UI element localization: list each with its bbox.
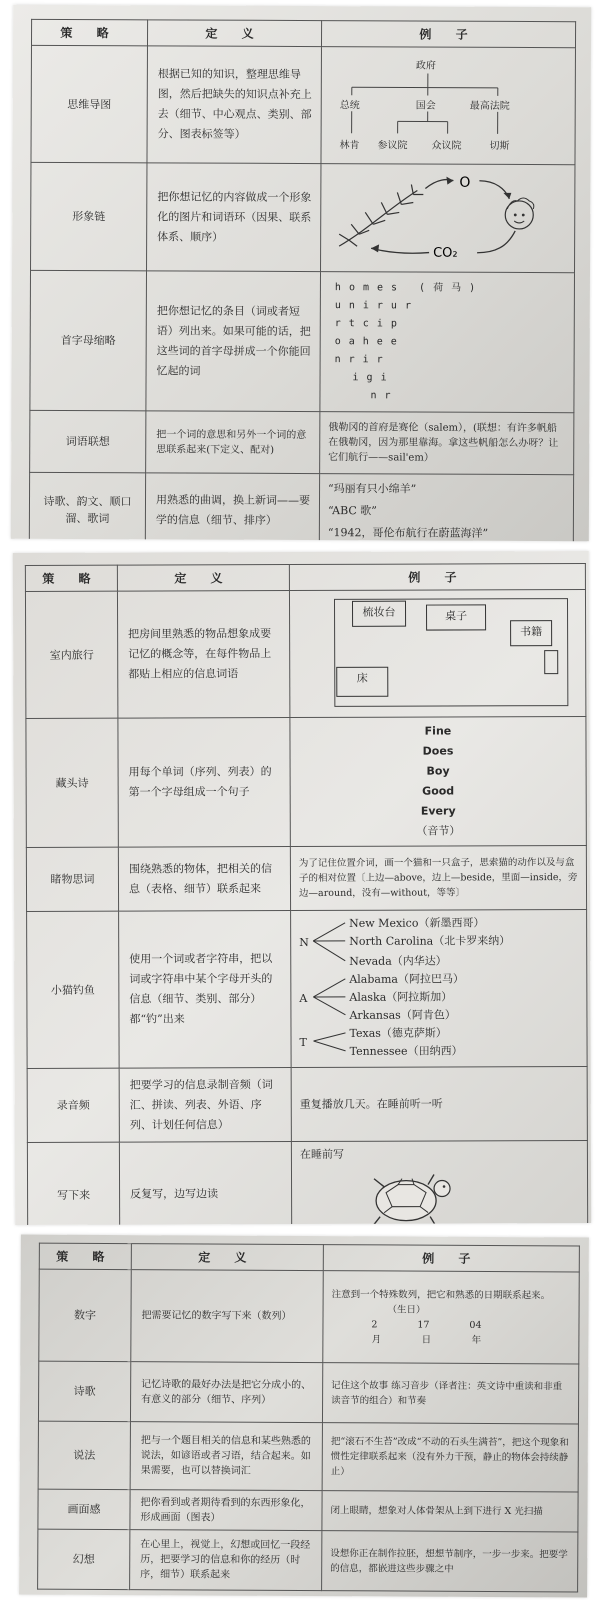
strategy-cell: 词语联想 bbox=[30, 410, 146, 473]
letter-row: rtcip bbox=[334, 317, 405, 329]
strategy-cell: 画面感 bbox=[38, 1489, 130, 1529]
group-item: Alabama（阿拉巴马） bbox=[349, 972, 464, 986]
definition-cell: 把你想记忆的内容做成一个形象化的图片和词语环（因果、联系体系、顺序） bbox=[147, 163, 321, 272]
header-definition: 定 义 bbox=[147, 20, 321, 47]
strategy-cell: 室内旅行 bbox=[25, 591, 117, 718]
example-cell: 为了记住位置介词，画一个猫和一只盒子，思索猫的动作以及与盒子的相对位置〔上边—above，边上—beside，里面—inside，旁边—around，没有—without，等等〕 bbox=[290, 846, 586, 911]
table-row bbox=[38, 1361, 578, 1424]
strategy-cell: 写下来 bbox=[27, 1142, 119, 1225]
page-photo-3 bbox=[19, 1235, 589, 1598]
acrostic-words bbox=[298, 721, 577, 842]
header-example: 例 子 bbox=[321, 21, 575, 48]
table-row bbox=[38, 1489, 578, 1532]
room-sketch bbox=[298, 594, 577, 713]
example-cell: 记住这个故事 练习音步（译者注：英文诗中重读和非重读音节的组合）和节奏 bbox=[322, 1363, 578, 1424]
strategy-cell: 藏头诗 bbox=[26, 718, 118, 847]
example-cell: 闭上眼睛，想象对人体骨架从上到下进行 X 光扫描 bbox=[322, 1491, 578, 1532]
mind-map-branch: 总统 bbox=[339, 100, 360, 112]
face-icon bbox=[505, 198, 534, 229]
table-row bbox=[27, 1067, 587, 1143]
group-item: Arkansas（阿肯色） bbox=[349, 1008, 456, 1022]
acrostic-word: Boy bbox=[426, 764, 450, 778]
strategy-cell: 小猫钓鱼 bbox=[27, 911, 120, 1068]
number-value: 17 bbox=[417, 1319, 430, 1331]
page-photo-1 bbox=[11, 5, 591, 542]
group-letter: N bbox=[299, 935, 309, 950]
example-cell bbox=[319, 474, 573, 542]
image-chain-illustration bbox=[329, 168, 565, 263]
example-cell bbox=[323, 1271, 579, 1364]
group-item: Alaska（阿拉斯加） bbox=[349, 990, 453, 1004]
strategy-cell: 形象链 bbox=[31, 162, 147, 271]
acrostic-word: Good bbox=[422, 784, 455, 798]
definition-cell: 把一个词的意思和另外一个词的意思联系起来(下定义、配对) bbox=[146, 411, 320, 474]
acrostic-word: Every bbox=[420, 804, 456, 818]
letter-row: nr bbox=[370, 389, 399, 401]
letter-row: oahee bbox=[334, 335, 405, 347]
group-letter: T bbox=[299, 1035, 307, 1050]
strategy-cell: 诗歌、韵文、顺口溜、歌词 bbox=[29, 472, 145, 541]
strategy-table-2 bbox=[25, 563, 588, 1225]
table-row bbox=[27, 910, 588, 1069]
number-value: 04 bbox=[469, 1319, 482, 1331]
mind-map-root: 政府 bbox=[415, 60, 436, 72]
header-example: 例 子 bbox=[289, 564, 585, 591]
definition-cell: 把你看到或者期待看到的东西形象化，形成画面（图表） bbox=[130, 1490, 322, 1531]
co2-label: CO₂ bbox=[433, 245, 458, 261]
song-example: “1942，哥伦布航行在蔚蓝海洋” bbox=[327, 526, 489, 540]
definition-cell: 把需要记忆的数字写下来（数列） bbox=[131, 1270, 323, 1363]
strategy-cell: 首字母缩略 bbox=[30, 270, 147, 411]
mind-map-leaf: 林肯 bbox=[339, 140, 360, 152]
example-cell bbox=[321, 164, 575, 273]
definition-cell: 根据已知的知识，整理思维导图，然后把缺失的知识点补充上去（细节、中心观点、类别、部分、图表标签等） bbox=[147, 46, 322, 164]
acrostic-word: Does bbox=[422, 744, 454, 758]
room-door bbox=[544, 650, 558, 674]
number-unit: 月 bbox=[371, 1333, 382, 1345]
example-cell: 设想你正在制作拉胚，想想节制序，一步一步来。把要学的信息，都嵌进这些步骤之中 bbox=[322, 1531, 578, 1592]
definition-cell: 把要学习的信息录制音频（词汇、拼读、列表、外语、序列、计划任何信息） bbox=[119, 1068, 291, 1143]
letter-tree bbox=[299, 914, 579, 1063]
strategy-table-1 bbox=[29, 19, 576, 541]
group-item: Tennessee（田纳西） bbox=[349, 1044, 463, 1058]
table-row bbox=[38, 1421, 578, 1492]
header-strategy: 策 略 bbox=[25, 565, 117, 591]
table-row bbox=[31, 45, 576, 164]
number-example: 注意到一个特殊数列，把它和熟悉的日期联系起来。 bbox=[331, 1288, 551, 1301]
table-row bbox=[26, 717, 586, 848]
definition-cell: 在心里上，视觉上，幻想或回忆一段经历，把要学习的信息和你的经历（时序，细节）联系起来 bbox=[130, 1530, 322, 1591]
header-example: 例 子 bbox=[323, 1245, 579, 1272]
letter-row: igi bbox=[352, 371, 395, 383]
song-example: “玛丽有只小绵羊” bbox=[328, 482, 417, 496]
definition-cell: 使用一个词或者字符串，把以词或字符串中某个字母开头的信息（细节、类别、部分）都“钓”出来 bbox=[119, 911, 292, 1069]
table-row bbox=[30, 270, 575, 412]
mind-map-leaf: 切斯 bbox=[489, 140, 510, 152]
strategy-cell: 思维导图 bbox=[31, 45, 148, 163]
example-cell bbox=[290, 717, 586, 847]
group-letter: A bbox=[299, 991, 308, 1006]
example-cell: 重复播放几天。在睡前听一听 bbox=[291, 1067, 587, 1142]
unit-row bbox=[351, 1332, 501, 1348]
acronym-letter-grid bbox=[328, 279, 566, 406]
group-item: Texas（德克萨斯） bbox=[349, 1026, 447, 1040]
example-cell bbox=[321, 47, 576, 165]
definition-cell: 把房间里熟悉的物品想象成要记忆的概念等，在每件物品上都贴上相应的信息词语 bbox=[117, 591, 289, 719]
group-item: New Mexico（新墨西哥） bbox=[349, 916, 485, 930]
strategy-cell: 诗歌 bbox=[38, 1361, 130, 1421]
write-example: 在睡前写 bbox=[299, 1147, 344, 1162]
room-item: 书籍 bbox=[510, 620, 552, 646]
room-item: 梳妆台 bbox=[352, 601, 406, 627]
header-definition: 定 义 bbox=[117, 565, 289, 592]
example-cell bbox=[320, 272, 575, 413]
table-row bbox=[30, 410, 574, 474]
room-item: 桌子 bbox=[426, 604, 486, 630]
group-item: Nevada（内华达） bbox=[349, 954, 447, 968]
definition-cell: 围绕熟悉的物体，把相关的信息（表格、细节）联系起来 bbox=[118, 847, 290, 912]
group-item: North Carolina（北卡罗来纳） bbox=[349, 934, 511, 948]
strategy-cell: 睹物思词 bbox=[26, 847, 118, 911]
strategy-cell: 数字 bbox=[39, 1269, 131, 1361]
header-strategy: 策 略 bbox=[31, 19, 147, 46]
table-row bbox=[26, 846, 586, 912]
header-strategy: 策 略 bbox=[39, 1243, 131, 1269]
mind-map-branch: 最高法院 bbox=[469, 100, 510, 112]
header-definition: 定 义 bbox=[131, 1244, 323, 1271]
table-row bbox=[29, 472, 573, 541]
definition-cell: 把与一个题目相关的信息和某些熟悉的说法，如谚语或者习语，结合起来。如果需要，也可以替换词汇 bbox=[130, 1422, 322, 1491]
song-example: “ABC 歌” bbox=[327, 504, 377, 518]
definition-cell: 用每个单词（序列、列表）的第一个字母组成一个句子 bbox=[118, 718, 290, 848]
definition-cell: 记忆诗歌的最好办法是把它分成小的、有意义的部分（细节、序列） bbox=[130, 1362, 322, 1423]
example-cell bbox=[291, 910, 588, 1068]
mind-map-leaf: 众议院 bbox=[431, 140, 462, 152]
table-row bbox=[27, 1141, 587, 1225]
mind-map bbox=[329, 51, 566, 160]
oxygen-label: O bbox=[459, 174, 471, 191]
letter-row: homes (荷马) bbox=[334, 281, 484, 294]
number-unit: 年 bbox=[471, 1334, 482, 1346]
strategy-cell: 幻想 bbox=[38, 1529, 130, 1589]
letter-row: nrir bbox=[334, 353, 391, 365]
table-row bbox=[39, 1269, 579, 1364]
birthday-label: （生日） bbox=[387, 1303, 426, 1316]
example-cell bbox=[289, 590, 585, 718]
plant-icon bbox=[339, 184, 423, 246]
example-cell bbox=[291, 1141, 587, 1225]
definition-cell: 用熟悉的曲调，换上新词——要学的信息（细节、排序） bbox=[145, 473, 319, 541]
letter-row: unirur bbox=[334, 299, 420, 312]
acrostic-caption: （音节） bbox=[416, 824, 461, 838]
strategy-cell: 录音频 bbox=[27, 1068, 119, 1142]
definition-cell: 反复写，边写边读 bbox=[119, 1142, 291, 1225]
example-cell: 俄勒冈的首府是赛伦（salem），(联想：有许多帆船在俄勒冈，因为那里靠海。拿这些帆船怎么办呀？让它们航行——sail'em） bbox=[320, 412, 574, 475]
strategy-cell: 说法 bbox=[38, 1421, 130, 1489]
definition-cell: 把你想记忆的条目（词或者短语）列出来。如果可能的话，把这些词的首字母拼成一个你能回忆起的词 bbox=[146, 271, 321, 412]
strategy-table-3 bbox=[37, 1243, 580, 1593]
number-row bbox=[351, 1317, 501, 1333]
mind-map-leaf: 参议院 bbox=[377, 140, 408, 152]
acrostic-word: Fine bbox=[424, 724, 452, 738]
number-value: 2 bbox=[371, 1318, 378, 1330]
table-row bbox=[31, 162, 575, 272]
room-item: 床 bbox=[336, 667, 388, 697]
page-photo-2 bbox=[13, 551, 591, 1225]
table-row bbox=[38, 1529, 578, 1592]
example-cell: 把“滚石不生苔”改成“不动的石头生满苔”，把这个现象和惯性定律联系起来（没有外力干预，静止的物体会持续静止） bbox=[322, 1423, 578, 1492]
turtle-icon bbox=[350, 1162, 460, 1225]
mind-map-branch: 国会 bbox=[415, 100, 436, 112]
number-unit: 日 bbox=[421, 1334, 432, 1346]
table-row bbox=[25, 590, 585, 719]
